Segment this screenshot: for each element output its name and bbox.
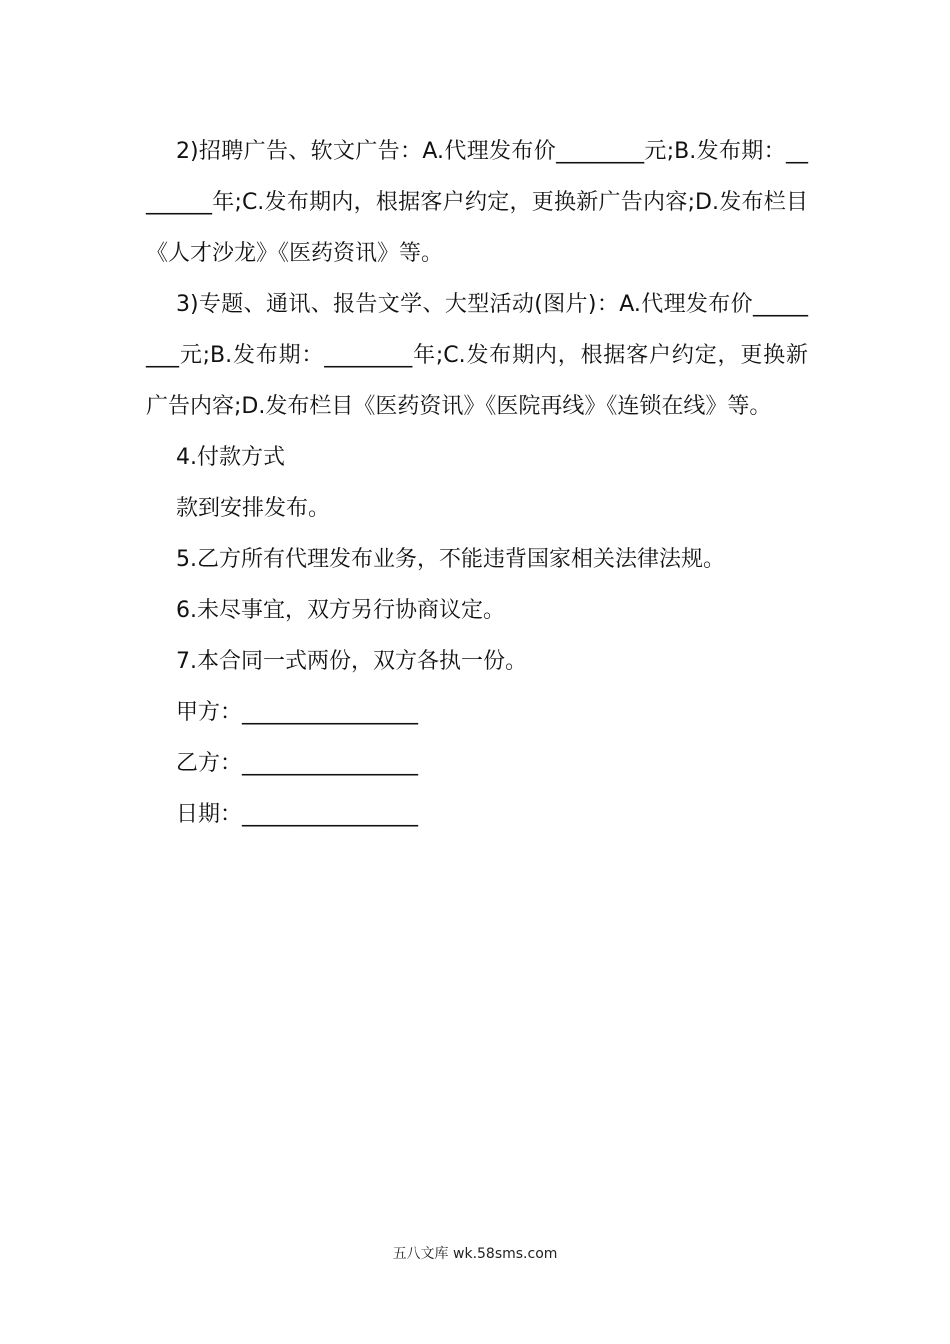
party-a-signature-line: 甲方：________________	[176, 700, 419, 725]
clause-other-matters: 6.未尽事宜，双方另行协商议定。	[176, 598, 505, 623]
document-body	[146, 126, 808, 840]
clause-compliance: 5.乙方所有代理发布业务，不能违背国家相关法律法规。	[176, 547, 725, 572]
date-line: 日期：________________	[176, 802, 419, 827]
party-b-signature-line: 乙方：________________	[176, 751, 419, 776]
page-footer: 五八文库 wk.58sms.com	[392, 1246, 558, 1262]
clause-copies: 7.本合同一式两份，双方各执一份。	[176, 649, 527, 674]
clause-special-topics: 3)专题、通讯、报告文学、大型活动(图片)：A.代理发布价________元;B.发布期：________年;C.发布期内，根据客户约定，更换新广告内容;D.发布栏目《医药资讯》《医院再线》《连锁在线》等。	[146, 292, 808, 419]
payment-terms: 款到安排发布。	[176, 496, 331, 521]
payment-heading: 4.付款方式	[176, 445, 285, 470]
clause-recruitment-ads: 2)招聘广告、软文广告：A.代理发布价________元;B.发布期：________年;C.发布期内，根据客户约定，更换新广告内容;D.发布栏目《人才沙龙》《医药资讯》等。	[146, 139, 808, 266]
